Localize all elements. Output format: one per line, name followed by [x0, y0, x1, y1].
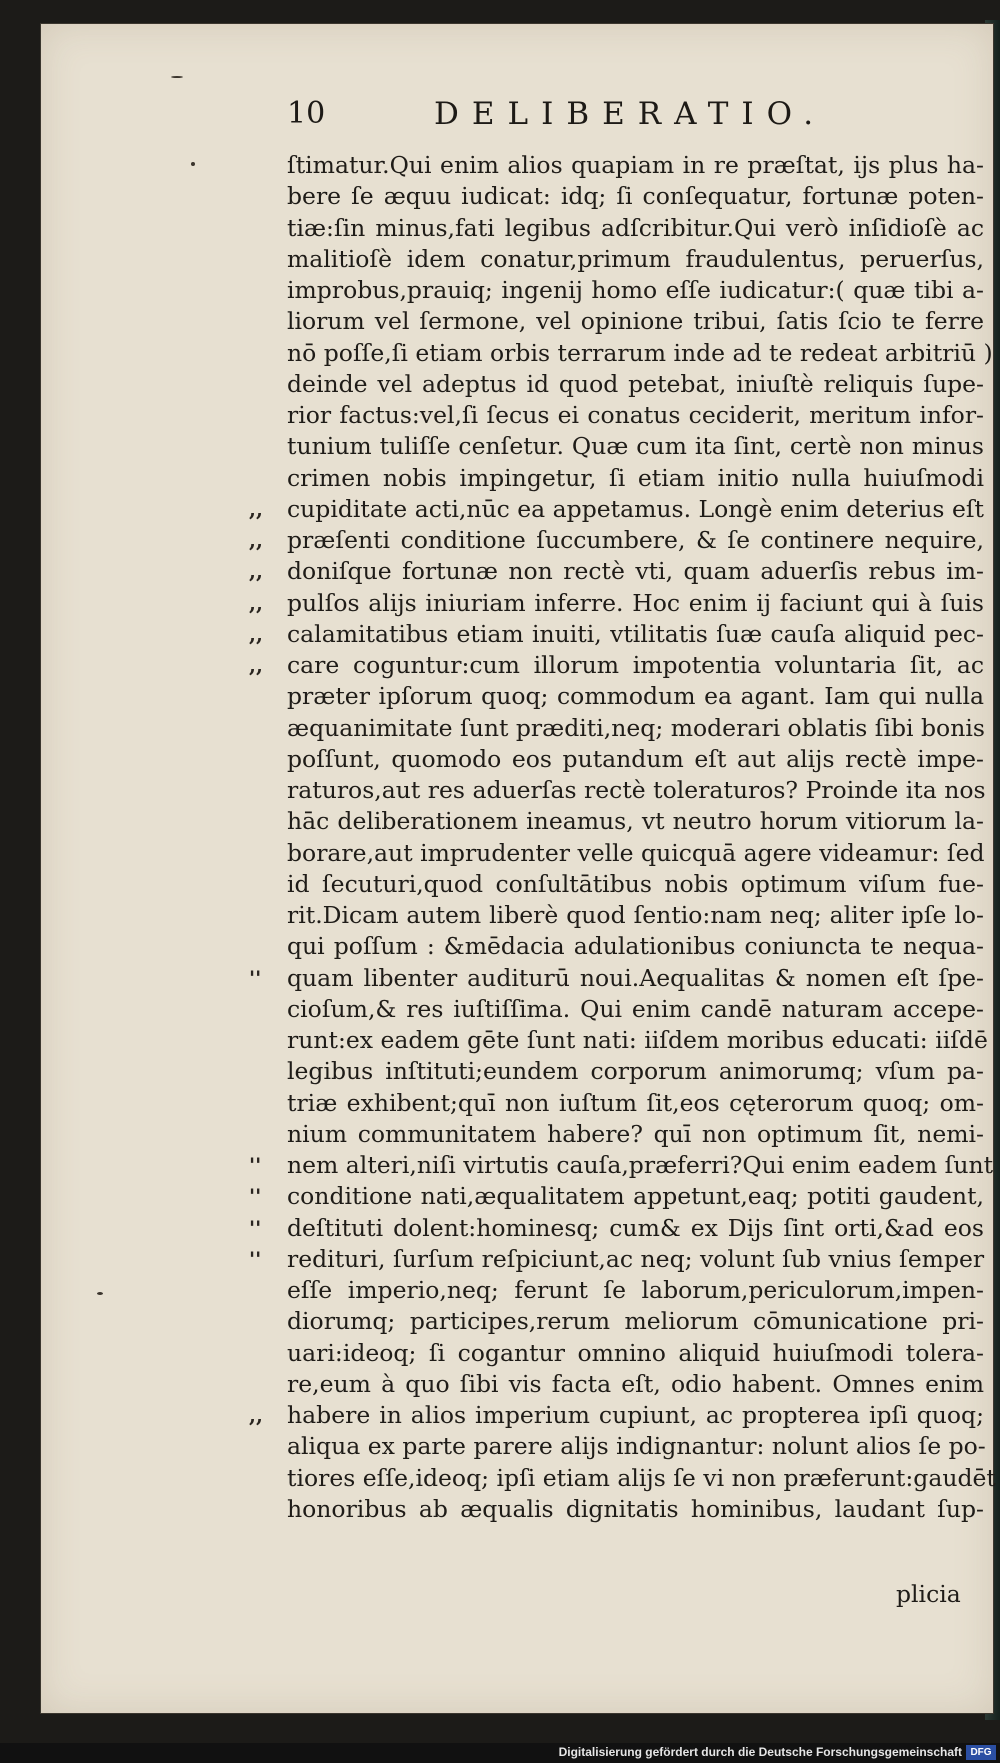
text-line-content: legibus inſtituti;eundem corporum animorumq; vſum pa-	[287, 1057, 984, 1086]
text-line	[249, 525, 984, 556]
text-line-content: poſſunt, quomodo eos putandum eſt aut alijs rectè impe-	[287, 744, 984, 773]
text-line-content: improbus,prauiq; ingenij homo eſſe iudicatur:( quæ tibi a-	[287, 276, 984, 304]
text-line-content: qui poſſum : &mēdacia adulationibus coniuncta te nequa-	[287, 932, 984, 961]
text-line-content: calamitatibus etiam inuiti, vtilitatis ſuæ cauſa aliquid pec-	[287, 619, 984, 648]
text-line	[287, 1056, 984, 1087]
text-line-content: aliqua ex parte parere alijs indignantur: nolunt alios ſe po-	[287, 1432, 986, 1461]
text-line-content: tiæ:ſin minus,fati legibus adſcribitur.Qui verò inſidioſè ac	[287, 213, 984, 242]
text-line	[287, 900, 984, 931]
text-line-content: conditione nati,æqualitatem appetunt,eaq; potiti gaudent,	[287, 1182, 984, 1211]
text-line	[287, 1463, 996, 1494]
text-line-content: nem alteri,niſi virtutis cauſa,præferri?Qui enim eadem ſunt	[287, 1151, 994, 1179]
dfg-logo: DFG	[966, 1745, 996, 1760]
text-line-content: crimen nobis impingetur, ſi etiam initio nulla huiuſmodi	[287, 463, 984, 492]
text-line-content: præter ipſorum quoq; commodum ea agant. Iam qui nulla	[287, 682, 984, 711]
text-line	[249, 1213, 984, 1244]
running-title: DELIBERATIO.	[434, 96, 827, 132]
text-line	[287, 931, 984, 962]
text-line	[287, 994, 984, 1025]
text-line	[287, 275, 984, 306]
quotation-mark: ,,	[249, 1403, 263, 1427]
text-line-content: malitioſè idem conatur,primum fraudulentus, peruerſus,	[287, 244, 984, 273]
text-line-content: rit.Dicam autem liberè quod ſentio:nam neq; aliter ipſe lo-	[287, 901, 984, 929]
text-line	[249, 650, 984, 681]
text-line	[287, 1306, 984, 1337]
text-line	[287, 744, 984, 775]
text-line	[287, 1431, 984, 1462]
text-line	[287, 400, 984, 431]
text-line	[249, 588, 984, 619]
text-line-content: uari:ideoq; ſi cogantur omnino aliquid huiuſmodi tolera-	[287, 1338, 984, 1367]
quotation-mark: ''	[249, 1184, 262, 1209]
page-header	[41, 96, 993, 142]
text-line	[287, 838, 984, 869]
text-line	[287, 213, 984, 244]
book-page	[41, 24, 996, 1713]
text-line-content: tiores eſſe,ideoq; ipſi etiam alijs ſe vi non præferunt:gaudēt	[287, 1463, 996, 1492]
text-line-content: deinde vel adeptus id quod petebat, iniuſtè reliquis ſupe-	[287, 369, 984, 398]
page-number: 10	[287, 96, 326, 131]
text-line	[249, 619, 984, 650]
text-line-content: runt:ex eadem gēte ſunt nati: iiſdem moribus educati: iiſdē	[287, 1026, 988, 1054]
text-line	[287, 713, 984, 744]
text-line	[287, 1338, 984, 1369]
text-line	[287, 244, 984, 275]
text-line-content: deſtituti dolent:hominesq; cum& ex Dijs ſint orti,&ad eos	[287, 1213, 984, 1242]
text-line-content: liorum vel ſermone, vel opinione tribui, ſatis ſcio te ferre	[287, 307, 984, 336]
text-line	[287, 463, 984, 494]
quotation-mark: ''	[249, 1153, 262, 1177]
text-line-content: diorumq; participes,rerum meliorum cōmunicatione pri-	[287, 1307, 984, 1336]
catchword: plicia	[896, 1580, 961, 1608]
text-line	[287, 1119, 984, 1150]
text-line	[287, 775, 984, 806]
text-line-content: honoribus ab æqualis dignitatis hominibus, laudant ſup-	[287, 1494, 984, 1523]
paper-speck	[171, 76, 183, 78]
quotation-mark: ,,	[249, 590, 263, 615]
text-line-content: id ſecuturi,quod conſultātibus nobis optimum viſum fue-	[287, 869, 984, 898]
paper-speck	[191, 162, 195, 166]
quotation-mark: ,,	[249, 559, 263, 584]
footer-credit: Digitalisierung gefördert durch die Deutsche Forschungsgemeinschaft	[558, 1745, 962, 1759]
text-line	[287, 338, 993, 369]
text-line-content: doniſque fortunæ non rectè vti, quam aduerſis rebus im-	[287, 557, 984, 586]
text-line	[287, 1369, 984, 1400]
text-line	[287, 150, 984, 181]
quotation-mark: ,,	[249, 621, 263, 646]
text-line-content: ſtimatur.Qui enim alios quapiam in re præſtat, ijs plus ha-	[287, 151, 984, 179]
text-line	[287, 369, 984, 400]
text-line-content: pulſos alijs iniuriam inferre. Hoc enim ij faciunt qui à ſuis	[287, 588, 984, 617]
text-line-content: borare,aut imprudenter velle quicquā agere videamur: ſed	[287, 838, 985, 867]
text-line	[287, 431, 984, 462]
text-line	[287, 681, 984, 712]
text-line	[249, 1400, 984, 1431]
text-line-content: rior factus:vel,ſi ſecus ei conatus ceciderit, meritum infor-	[287, 401, 984, 429]
text-line-content: triæ exhibent;quī non iuſtum ſit,eos cęterorum quoq; om-	[287, 1088, 984, 1117]
text-line	[249, 1244, 985, 1275]
text-line-content: quam libenter auditurū noui.Aequalitas & nomen eſt ſpe-	[287, 963, 984, 992]
text-line-content: nō poſſe,ſi etiam orbis terrarum inde ad te redeat arbitriū )	[287, 338, 993, 367]
body-text	[249, 150, 996, 1525]
text-line	[249, 1150, 994, 1181]
text-line-content: cioſum,& res iuſtiſſima. Qui enim candē naturam accepe-	[287, 994, 984, 1023]
text-line	[287, 1275, 984, 1306]
text-line-content: re,eum à quo ſibi vis facta eſt, odio habent. Omnes enim	[287, 1369, 984, 1398]
quotation-mark: ''	[249, 1246, 262, 1271]
quotation-mark: ,,	[249, 496, 263, 521]
text-line	[249, 556, 984, 587]
quotation-mark: ,,	[249, 528, 263, 552]
text-line	[287, 806, 984, 837]
digitization-footer	[0, 1743, 1000, 1763]
text-line-content: care coguntur:cum illorum impotentia voluntaria ſit, ac	[287, 651, 984, 679]
text-line-content: tunium tuliſſe cenſetur. Quæ cum ita ſint, certè non minus	[287, 432, 984, 461]
paper-speck	[97, 1292, 103, 1295]
text-line	[287, 1025, 988, 1056]
quotation-mark: ''	[249, 1215, 262, 1240]
text-line	[287, 1494, 984, 1525]
text-line-content: raturos,aut res aduerſas rectè toleraturos? Proinde ita nos	[287, 776, 986, 804]
text-line	[287, 181, 984, 212]
text-line-content: habere in alios imperium cupiunt, ac propterea ipſi quoq;	[287, 1401, 984, 1429]
text-line-content: redituri, ſurſum reſpiciunt,ac neq; volunt ſub vnius ſemper	[287, 1244, 985, 1273]
text-line-content: bere ſe æquu iudicat: idq; ſi conſequatur, fortunæ poten-	[287, 182, 984, 211]
text-line-content: æquanimitate ſunt præditi,neq; moderari oblatis ſibi bonis	[287, 713, 985, 742]
text-line	[287, 869, 984, 900]
text-line-content: hāc deliberationem ineamus, vt neutro horum vitiorum la-	[287, 807, 984, 836]
quotation-mark: ,,	[249, 653, 263, 677]
text-line	[287, 306, 984, 337]
quotation-mark: ''	[249, 965, 262, 990]
text-line	[249, 963, 984, 994]
text-line	[287, 1088, 984, 1119]
text-line-content: cupiditate acti,nūc ea appetamus. Longè enim deterius eſt	[287, 494, 984, 523]
text-line	[249, 1181, 984, 1212]
text-line-content: eſſe imperio,neq; ferunt ſe laborum,periculorum,impen-	[287, 1276, 984, 1304]
text-line-content: nium communitatem habere? quī non optimum ſit, nemi-	[287, 1119, 984, 1148]
text-line-content: præſenti conditione ſuccumbere, & ſe continere nequire,	[287, 526, 984, 554]
text-line	[249, 494, 984, 525]
